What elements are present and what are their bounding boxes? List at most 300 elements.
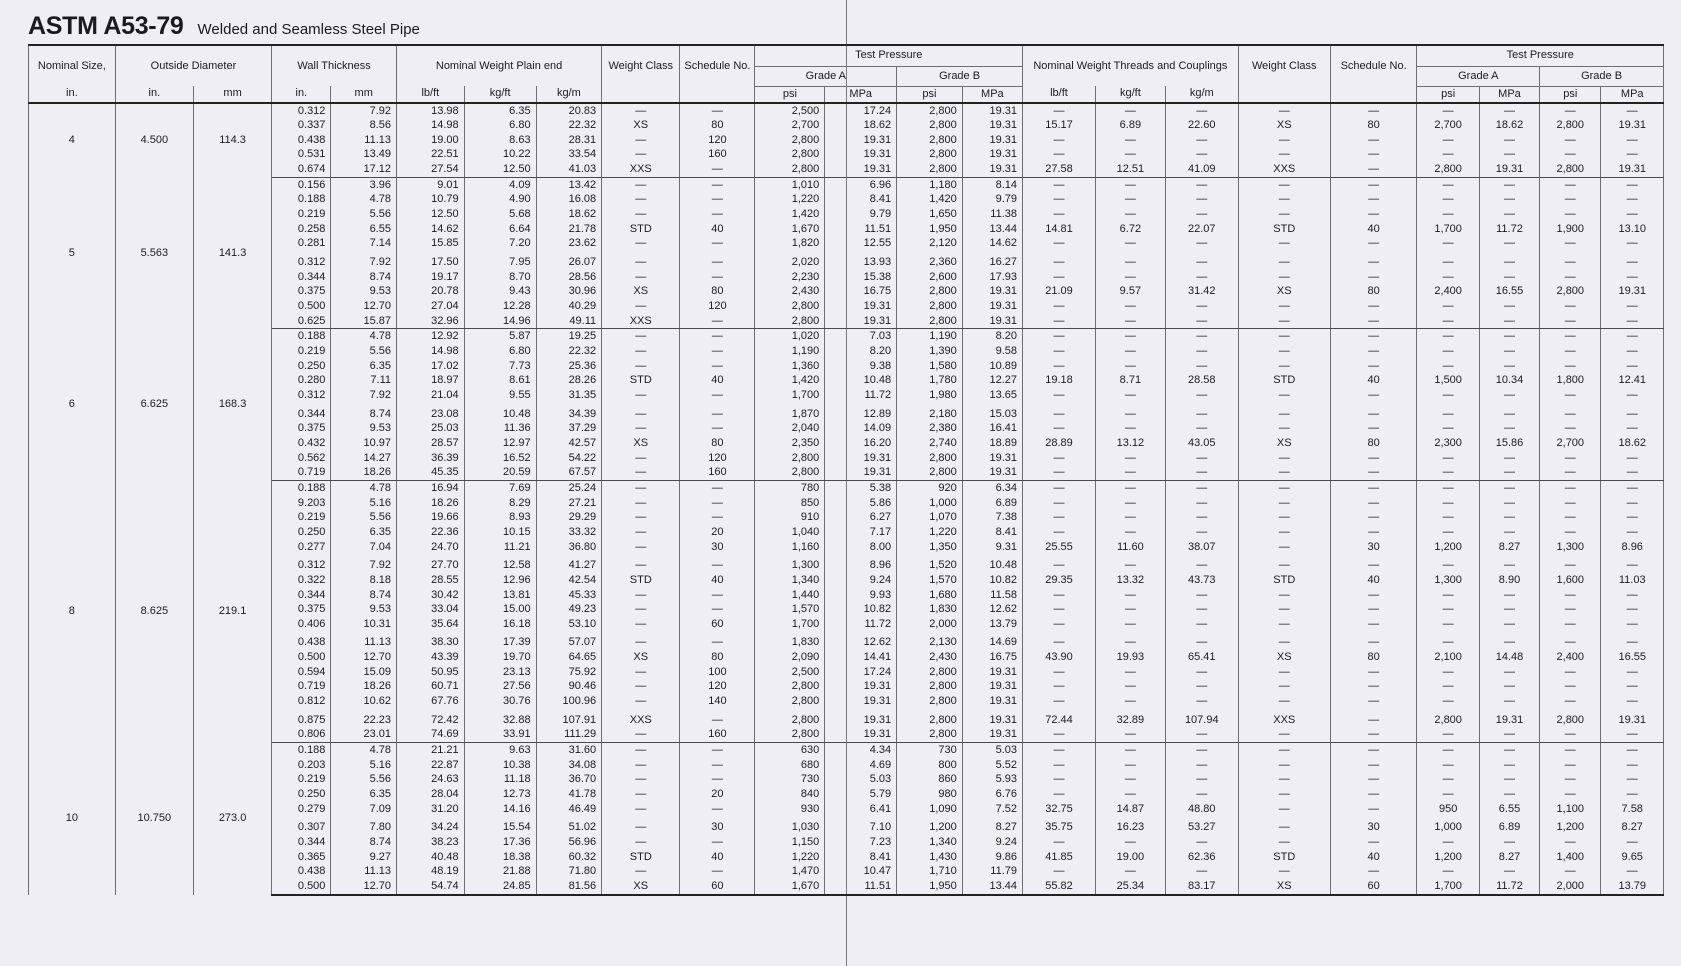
cell-wt-mm: 18.26 [331, 465, 397, 480]
cell-t-sched: — [1330, 665, 1417, 680]
cell-sched: 140 [680, 694, 755, 709]
cell-t-ga-mpa: — [1479, 270, 1539, 285]
cell-t-kgm: 43.73 [1165, 573, 1238, 588]
cell-w-lbft: 28.04 [397, 787, 465, 802]
cell-w-lbft: 9.01 [397, 177, 465, 192]
cell-wt-in: 0.365 [272, 850, 331, 865]
cell-wt-mm: 5.56 [331, 207, 397, 222]
cell-ga-mpa: 12.89 [825, 403, 897, 422]
cell-t-ga-psi: — [1417, 103, 1479, 119]
cell-sched: — [680, 588, 755, 603]
cell-w-kgm: 75.92 [536, 665, 602, 680]
cell-w-kgft: 14.16 [464, 802, 536, 817]
cell-w-kgft: 10.15 [464, 525, 536, 540]
cell-ga-psi: 1,670 [755, 222, 825, 237]
cell-t-gb-psi: — [1540, 496, 1601, 511]
cell-ga-psi: 1,340 [755, 573, 825, 588]
cell-t-ga-mpa: — [1479, 743, 1539, 758]
cell-t-kgft: — [1095, 554, 1165, 573]
cell-t-kgft: 11.60 [1095, 540, 1165, 555]
cell-wt-in: 0.500 [272, 650, 331, 665]
cell-t-kgm: — [1165, 388, 1238, 403]
cell-t-lbft: — [1023, 743, 1096, 758]
cell-wclass: — [602, 344, 680, 359]
cell-wclass: XXS [602, 314, 680, 329]
cell-t-gb-psi: 1,300 [1540, 540, 1601, 555]
cell-w-kgm: 25.36 [536, 359, 602, 374]
cell-sched: — [680, 251, 755, 270]
cell-ga-mpa: 5.79 [825, 787, 897, 802]
cell-gb-mpa: 19.31 [962, 284, 1022, 299]
cell-wclass: — [602, 192, 680, 207]
cell-t-sched: — [1330, 251, 1417, 270]
cell-wt-in: 0.188 [272, 329, 331, 344]
cell-gb-mpa: 13.79 [962, 617, 1022, 632]
cell-wt-mm: 11.13 [331, 631, 397, 650]
table-row [29, 480, 1664, 495]
cell-sched: — [680, 192, 755, 207]
cell-t-lbft: — [1023, 133, 1096, 148]
header-wall-thickness: Wall Thickness [272, 45, 397, 86]
cell-t-ga-mpa: 8.27 [1479, 850, 1539, 865]
cell-t-gb-mpa: — [1601, 480, 1664, 495]
cell-t-wclass: XXS [1238, 709, 1330, 728]
cell-t-gb-psi: — [1540, 329, 1601, 344]
cell-t-kgm: 62.36 [1165, 850, 1238, 865]
cell-ga-mpa: 11.72 [825, 388, 897, 403]
cell-t-kgm: — [1165, 359, 1238, 374]
cell-wt-in: 0.280 [272, 373, 331, 388]
cell-gb-mpa: 11.38 [962, 207, 1022, 222]
cell-ga-mpa: 4.69 [825, 758, 897, 773]
cell-t-gb-psi: — [1540, 177, 1601, 192]
cell-t-kgm: — [1165, 299, 1238, 314]
cell-gb-mpa: 7.52 [962, 802, 1022, 817]
cell-w-kgft: 12.50 [464, 162, 536, 177]
cell-ga-mpa: 16.75 [825, 284, 897, 299]
cell-ga-psi: 1,220 [755, 850, 825, 865]
size-group [29, 177, 1664, 329]
cell-t-lbft: — [1023, 465, 1096, 480]
cell-t-ga-psi: — [1417, 787, 1479, 802]
unit-header-cell: MPa [962, 86, 1022, 103]
cell-w-kgft: 11.21 [464, 540, 536, 555]
cell-wt-mm: 5.56 [331, 344, 397, 359]
cell-gb-psi: 2,800 [897, 133, 963, 148]
header-schedule-no: Schedule No. [680, 45, 755, 86]
cell-t-kgft: — [1095, 496, 1165, 511]
cell-wt-mm: 4.78 [331, 743, 397, 758]
cell-t-gb-mpa: — [1601, 758, 1664, 773]
cell-t-gb-psi: 2,700 [1540, 436, 1601, 451]
unit-header-cell: MPa [1601, 86, 1664, 103]
cell-t-kgft: 25.34 [1095, 879, 1165, 895]
cell-w-kgm: 42.54 [536, 573, 602, 588]
cell-w-lbft: 45.35 [397, 465, 465, 480]
cell-ga-mpa: 19.31 [825, 451, 897, 466]
cell-ga-psi: 2,800 [755, 451, 825, 466]
cell-t-wclass: — [1238, 207, 1330, 222]
cell-wclass: — [602, 772, 680, 787]
cell-w-kgft: 8.70 [464, 270, 536, 285]
cell-t-ga-mpa: — [1479, 192, 1539, 207]
cell-gb-mpa: 16.41 [962, 421, 1022, 436]
cell-t-kgft: — [1095, 679, 1165, 694]
cell-t-wclass: XS [1238, 436, 1330, 451]
cell-gb-psi: 2,740 [897, 436, 963, 451]
cell-w-lbft: 50.95 [397, 665, 465, 680]
cell-t-wclass: XS [1238, 118, 1330, 133]
cell-t-ga-psi: 2,800 [1417, 162, 1479, 177]
cell-t-sched: — [1330, 359, 1417, 374]
cell-t-gb-mpa: — [1601, 103, 1664, 119]
cell-t-gb-psi: — [1540, 451, 1601, 466]
cell-gb-mpa: 19.31 [962, 147, 1022, 162]
cell-t-kgft: — [1095, 743, 1165, 758]
cell-t-ga-psi: — [1417, 665, 1479, 680]
cell-gb-psi: 1,520 [897, 554, 963, 573]
unit-header-cell: kg/ft [1095, 86, 1165, 103]
cell-t-ga-mpa: — [1479, 665, 1539, 680]
cell-w-kgm: 42.57 [536, 436, 602, 451]
units-row [29, 86, 1664, 103]
cell-t-kgft: — [1095, 631, 1165, 650]
cell-gb-mpa: 6.89 [962, 496, 1022, 511]
cell-ga-mpa: 9.79 [825, 207, 897, 222]
cell-w-kgft: 14.96 [464, 314, 536, 329]
cell-w-kgm: 107.91 [536, 709, 602, 728]
cell-t-gb-psi: — [1540, 772, 1601, 787]
cell-w-kgm: 54.22 [536, 451, 602, 466]
header-nominal-size: Nominal Size, [29, 45, 116, 86]
cell-ga-mpa: 8.20 [825, 344, 897, 359]
cell-t-lbft: 14.81 [1023, 222, 1096, 237]
cell-w-lbft: 31.20 [397, 802, 465, 817]
cell-t-gb-psi: — [1540, 299, 1601, 314]
cell-gb-psi: 2,800 [897, 284, 963, 299]
cell-wclass: STD [602, 573, 680, 588]
cell-wclass: XS [602, 436, 680, 451]
cell-wt-in: 0.312 [272, 103, 331, 119]
cell-t-lbft: — [1023, 588, 1096, 603]
cell-t-kgft: — [1095, 133, 1165, 148]
cell-sched: 20 [680, 525, 755, 540]
cell-wt-in: 0.812 [272, 694, 331, 709]
cell-t-wclass: — [1238, 554, 1330, 573]
cell-t-lbft: — [1023, 510, 1096, 525]
cell-t-kgm: — [1165, 480, 1238, 495]
cell-w-lbft: 20.78 [397, 284, 465, 299]
cell-gb-mpa: 19.31 [962, 299, 1022, 314]
cell-t-wclass: — [1238, 236, 1330, 251]
cell-ga-mpa: 8.41 [825, 192, 897, 207]
cell-t-gb-mpa: — [1601, 525, 1664, 540]
cell-sched: 30 [680, 816, 755, 835]
cell-t-lbft: — [1023, 251, 1096, 270]
cell-wt-mm: 18.26 [331, 679, 397, 694]
cell-wclass: — [602, 421, 680, 436]
cell-wt-in: 0.375 [272, 602, 331, 617]
cell-wt-mm: 10.31 [331, 617, 397, 632]
cell-t-kgft: 13.12 [1095, 436, 1165, 451]
cell-t-sched: — [1330, 162, 1417, 177]
cell-t-ga-psi: — [1417, 133, 1479, 148]
cell-t-ga-mpa: — [1479, 480, 1539, 495]
cell-t-gb-mpa: — [1601, 236, 1664, 251]
cell-wt-in: 0.219 [272, 510, 331, 525]
cell-sched: 40 [680, 850, 755, 865]
cell-w-kgft: 12.97 [464, 436, 536, 451]
cell-t-gb-mpa: — [1601, 270, 1664, 285]
cell-sched: 30 [680, 540, 755, 555]
cell-t-kgm: — [1165, 617, 1238, 632]
cell-gb-mpa: 13.44 [962, 879, 1022, 895]
cell-t-sched: 60 [1330, 879, 1417, 895]
cell-t-lbft: 27.58 [1023, 162, 1096, 177]
cell-t-ga-psi: — [1417, 147, 1479, 162]
cell-wt-mm: 10.62 [331, 694, 397, 709]
cell-sched: — [680, 743, 755, 758]
cell-t-wclass: — [1238, 602, 1330, 617]
cell-w-kgm: 90.46 [536, 679, 602, 694]
cell-t-ga-mpa: 14.48 [1479, 650, 1539, 665]
cell-sched: 40 [680, 573, 755, 588]
cell-t-lbft: — [1023, 344, 1096, 359]
cell-t-sched: 40 [1330, 222, 1417, 237]
cell-t-ga-mpa: 19.31 [1479, 162, 1539, 177]
cell-t-sched: — [1330, 177, 1417, 192]
cell-sched: 60 [680, 879, 755, 895]
cell-ga-psi: 680 [755, 758, 825, 773]
cell-t-kgm: — [1165, 694, 1238, 709]
cell-t-wclass: — [1238, 665, 1330, 680]
cell-t-kgm: — [1165, 787, 1238, 802]
cell-t-lbft: — [1023, 727, 1096, 742]
cell-t-ga-mpa: — [1479, 588, 1539, 603]
table-row [29, 709, 1664, 728]
cell-gb-mpa: 19.31 [962, 133, 1022, 148]
cell-wclass: — [602, 617, 680, 632]
cell-t-sched: — [1330, 236, 1417, 251]
cell-wt-in: 0.344 [272, 588, 331, 603]
cell-t-lbft: — [1023, 451, 1096, 466]
cell-wt-mm: 4.78 [331, 192, 397, 207]
cell-t-gb-mpa: — [1601, 510, 1664, 525]
cell-gb-mpa: 6.76 [962, 787, 1022, 802]
cell-wclass: — [602, 270, 680, 285]
cell-w-lbft: 40.48 [397, 850, 465, 865]
cell-ga-mpa: 9.93 [825, 588, 897, 603]
cell-t-kgm: 48.80 [1165, 802, 1238, 817]
cell-gb-mpa: 19.31 [962, 451, 1022, 466]
cell-w-lbft: 12.50 [397, 207, 465, 222]
cell-t-ga-mpa: — [1479, 694, 1539, 709]
cell-t-gb-psi: — [1540, 864, 1601, 879]
cell-gb-mpa: 8.27 [962, 816, 1022, 835]
cell-gb-mpa: 19.31 [962, 709, 1022, 728]
cell-t-kgft: 19.00 [1095, 850, 1165, 865]
cell-w-kgm: 40.29 [536, 299, 602, 314]
cell-wt-mm: 7.92 [331, 554, 397, 573]
cell-t-gb-psi: 1,800 [1540, 373, 1601, 388]
cell-t-ga-psi: — [1417, 421, 1479, 436]
cell-t-kgm: 83.17 [1165, 879, 1238, 895]
cell-wt-mm: 9.27 [331, 850, 397, 865]
table-row [29, 373, 1664, 388]
cell-w-kgft: 5.68 [464, 207, 536, 222]
cell-t-lbft: — [1023, 758, 1096, 773]
page-title: ASTM A53-79 [28, 12, 184, 40]
cell-w-lbft: 34.24 [397, 816, 465, 835]
cell-gb-psi: 2,800 [897, 118, 963, 133]
cell-wt-in: 0.375 [272, 284, 331, 299]
cell-t-gb-mpa: — [1601, 617, 1664, 632]
unit-header-cell: psi [1540, 86, 1601, 103]
cell-t-sched: — [1330, 329, 1417, 344]
cell-wt-mm: 12.70 [331, 650, 397, 665]
cell-w-lbft: 12.92 [397, 329, 465, 344]
cell-w-kgft: 5.87 [464, 329, 536, 344]
cell-wt-mm: 4.78 [331, 480, 397, 495]
outside-diameter-mm-cell: 114.3 [193, 103, 271, 178]
cell-t-gb-psi: — [1540, 465, 1601, 480]
cell-t-gb-mpa: — [1601, 314, 1664, 329]
cell-wt-in: 0.438 [272, 133, 331, 148]
cell-gb-mpa: 19.31 [962, 465, 1022, 480]
cell-t-kgft: — [1095, 421, 1165, 436]
cell-w-lbft: 35.64 [397, 617, 465, 632]
cell-t-wclass: — [1238, 758, 1330, 773]
cell-t-ga-mpa: — [1479, 525, 1539, 540]
cell-t-sched: — [1330, 525, 1417, 540]
cell-t-lbft: — [1023, 192, 1096, 207]
cell-w-kgm: 56.96 [536, 835, 602, 850]
cell-t-ga-mpa: — [1479, 177, 1539, 192]
cell-t-sched: — [1330, 421, 1417, 436]
cell-wclass: XXS [602, 162, 680, 177]
table-row [29, 694, 1664, 709]
cell-wt-in: 0.277 [272, 540, 331, 555]
cell-t-gb-psi: — [1540, 133, 1601, 148]
cell-t-lbft: — [1023, 177, 1096, 192]
cell-t-wclass: — [1238, 147, 1330, 162]
cell-sched: 160 [680, 147, 755, 162]
cell-w-lbft: 30.42 [397, 588, 465, 603]
cell-gb-mpa: 15.03 [962, 403, 1022, 422]
cell-ga-psi: 2,800 [755, 299, 825, 314]
cell-t-gb-psi: — [1540, 665, 1601, 680]
cell-t-wclass: — [1238, 802, 1330, 817]
cell-t-wclass: — [1238, 787, 1330, 802]
cell-t-wclass: XS [1238, 650, 1330, 665]
title-row [28, 12, 420, 42]
cell-ga-psi: 2,800 [755, 133, 825, 148]
cell-t-sched: — [1330, 709, 1417, 728]
cell-t-gb-mpa: — [1601, 588, 1664, 603]
cell-w-lbft: 16.94 [397, 480, 465, 495]
cell-wt-mm: 7.92 [331, 103, 397, 119]
cell-wclass: — [602, 816, 680, 835]
cell-gb-mpa: 12.62 [962, 602, 1022, 617]
cell-t-wclass: STD [1238, 222, 1330, 237]
cell-ga-psi: 910 [755, 510, 825, 525]
cell-t-ga-psi: — [1417, 525, 1479, 540]
size-group [29, 743, 1664, 895]
cell-t-kgm: — [1165, 270, 1238, 285]
cell-sched: — [680, 270, 755, 285]
cell-ga-psi: 2,230 [755, 270, 825, 285]
cell-t-ga-psi: 2,100 [1417, 650, 1479, 665]
cell-gb-psi: 1,200 [897, 816, 963, 835]
cell-wt-mm: 4.78 [331, 329, 397, 344]
cell-w-kgm: 41.03 [536, 162, 602, 177]
cell-t-gb-psi: — [1540, 835, 1601, 850]
cell-ga-psi: 2,500 [755, 103, 825, 119]
cell-ga-mpa: 19.31 [825, 709, 897, 728]
cell-t-sched: 30 [1330, 816, 1417, 835]
cell-t-lbft: 19.18 [1023, 373, 1096, 388]
cell-t-lbft: — [1023, 480, 1096, 495]
cell-t-kgm: — [1165, 602, 1238, 617]
cell-sched: — [680, 421, 755, 436]
cell-gb-mpa: 8.41 [962, 525, 1022, 540]
cell-ga-psi: 780 [755, 480, 825, 495]
cell-w-kgm: 19.25 [536, 329, 602, 344]
cell-t-sched: — [1330, 388, 1417, 403]
table-row [29, 147, 1664, 162]
cell-t-ga-mpa: 16.55 [1479, 284, 1539, 299]
header-weight-class: Weight Class [602, 45, 680, 86]
cell-t-ga-mpa: — [1479, 236, 1539, 251]
cell-sched: 100 [680, 665, 755, 680]
cell-t-ga-psi: — [1417, 314, 1479, 329]
table-row [29, 284, 1664, 299]
cell-sched: — [680, 758, 755, 773]
cell-t-kgm: — [1165, 236, 1238, 251]
cell-w-kgm: 16.08 [536, 192, 602, 207]
cell-t-kgm: 65.41 [1165, 650, 1238, 665]
cell-ga-psi: 1,220 [755, 192, 825, 207]
unit-header-cell: kg/m [536, 86, 602, 103]
cell-w-kgft: 15.00 [464, 602, 536, 617]
cell-t-wclass: — [1238, 588, 1330, 603]
cell-w-kgm: 49.23 [536, 602, 602, 617]
cell-ga-mpa: 14.41 [825, 650, 897, 665]
table-row [29, 329, 1664, 344]
cell-t-kgft: — [1095, 451, 1165, 466]
cell-t-wclass: — [1238, 679, 1330, 694]
cell-t-gb-mpa: — [1601, 133, 1664, 148]
cell-gb-mpa: 11.79 [962, 864, 1022, 879]
cell-ga-mpa: 17.24 [825, 665, 897, 680]
table-row [29, 299, 1664, 314]
cell-w-kgm: 28.26 [536, 373, 602, 388]
cell-w-lbft: 19.66 [397, 510, 465, 525]
cell-t-ga-psi: — [1417, 510, 1479, 525]
cell-w-kgft: 10.22 [464, 147, 536, 162]
cell-ga-psi: 1,420 [755, 207, 825, 222]
cell-w-kgm: 49.11 [536, 314, 602, 329]
cell-ga-psi: 630 [755, 743, 825, 758]
cell-t-wclass: — [1238, 465, 1330, 480]
outside-diameter-in-cell: 4.500 [115, 103, 193, 178]
cell-w-kgft: 11.36 [464, 421, 536, 436]
cell-gb-mpa: 11.58 [962, 588, 1022, 603]
cell-t-lbft: 29.35 [1023, 573, 1096, 588]
cell-t-kgft: — [1095, 480, 1165, 495]
cell-t-sched: — [1330, 554, 1417, 573]
cell-sched: — [680, 403, 755, 422]
